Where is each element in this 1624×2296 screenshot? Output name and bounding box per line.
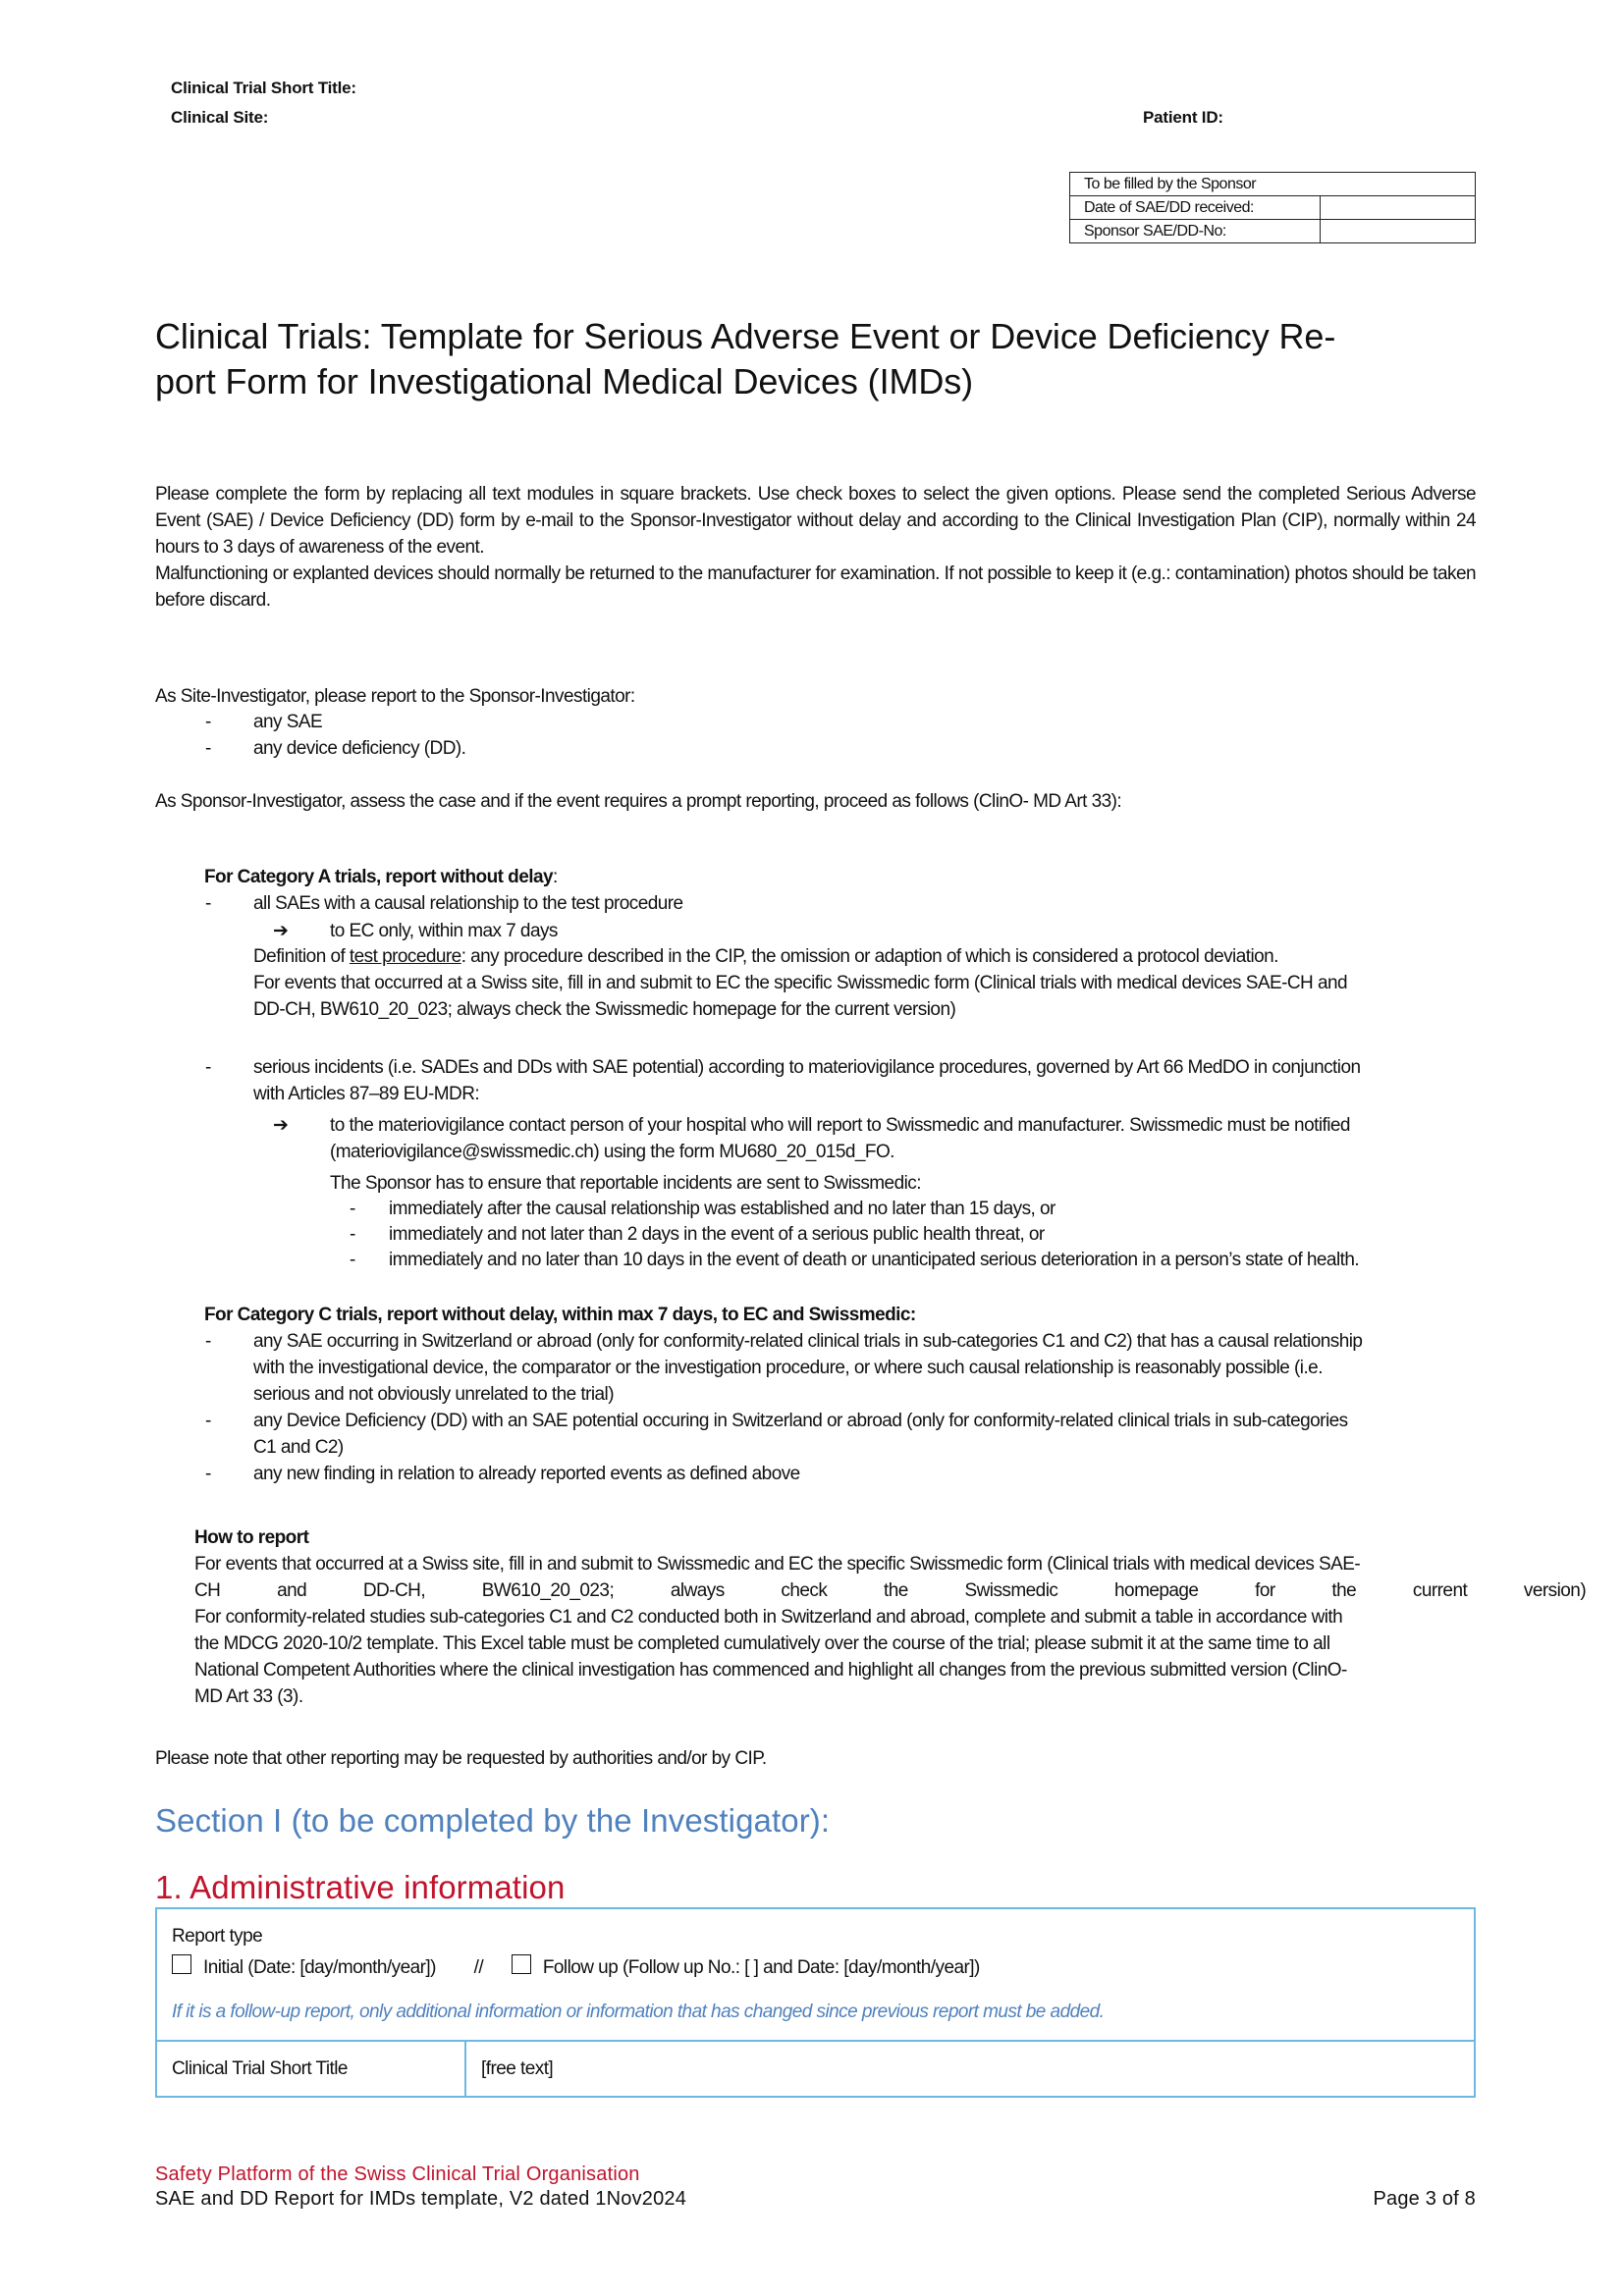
- bullet-dash: -: [205, 1464, 212, 1484]
- definition-term: test procedure: [349, 946, 461, 967]
- initial-checkbox[interactable]: [172, 1954, 191, 1974]
- followup-label: Follow up (Follow up No.: [ ] and Date: [day/month/year]): [542, 1957, 980, 1978]
- site-investigator-item-2: any device deficiency (DD).: [253, 738, 466, 759]
- definition-prefix: Definition of: [253, 946, 350, 967]
- bullet-dash: -: [350, 1224, 356, 1245]
- sponsor-date-received-field[interactable]: [1321, 196, 1476, 220]
- category-a-item-1: all SAEs with a causal relationship to the test procedure: [253, 893, 683, 914]
- short-title-label: Clinical Trial Short Title: [172, 2058, 348, 2079]
- category-a-heading-text: For Category A trials, report without delay: [204, 867, 553, 887]
- sponsor-box: [1069, 172, 1476, 243]
- category-c-item-1-line-3: serious and not obviously unrelated to the trial): [253, 1384, 615, 1405]
- category-a-swiss-line-2: DD-CH, BW610_20_023; always check the Swissmedic homepage for the current version): [253, 999, 956, 1020]
- header-clinical-site-label: Clinical Site:: [171, 108, 269, 127]
- administrative-information-table: [155, 1907, 1476, 2098]
- site-investigator-item-1: any SAE: [253, 712, 323, 732]
- category-c-item-1-line-1: any SAE occurring in Switzerland or abroad (only for conformity-related clinical trials in sub-categories C1 and C2) that has a causal relationship: [253, 1331, 1363, 1352]
- category-c-item-2-line-1: any Device Deficiency (DD) with an SAE potential occuring in Switzerland or abroad (only for conformity-related clinical trials in sub-categories: [253, 1411, 1348, 1431]
- report-type-options: [172, 1954, 1459, 1981]
- category-a-heading: [204, 864, 558, 890]
- intro-paragraph-1: Please complete the form by replacing all text modules in square brackets. Use check boxes to select the given options. Please send the completed Serious Adverse Event (SAE) / Device Deficiency (DD) form by e-mail to the Sponsor-Investigator without delay and according to the Clinical Investigation Plan (CIP), normally within 24 hours to 3 days of awareness of the event.: [155, 484, 1476, 558]
- other-reporting-note: Please note that other reporting may be requested by authorities and/or by CIP.: [155, 1748, 767, 1769]
- category-a-item-2-line-1: serious incidents (i.e. SADEs and DDs with SAE potential) according to materiovigilance procedures, governed by Art 66 MedDO in conjunction: [253, 1057, 1361, 1078]
- how-to-report-line-4: the MDCG 2020-10/2 template. This Excel table must be completed cumulatively over the course of the trial; please submit it at the same time to all: [194, 1633, 1330, 1654]
- footer-document-version: SAE and DD Report for IMDs template, V2 dated 1Nov2024: [155, 2188, 687, 2210]
- header-patient-id-label: Patient ID:: [1143, 108, 1223, 127]
- category-a-item-2-arrow-line-1: to the materiovigilance contact person of your hospital who will report to Swissmedic and manufacturer. Swissmedic must be notified: [330, 1115, 1350, 1136]
- category-c-item-1-line-2: with the investigational device, the comparator or the investigation procedure, or where such causal relationship is reasonably possible (i.e.: [253, 1358, 1323, 1378]
- intro-text: [155, 481, 1476, 614]
- followup-note: If it is a follow-up report, only additional information or information that has changed since previous report must be added.: [172, 2002, 1105, 2022]
- section-heading: Section I (to be completed by the Investigator):: [155, 1802, 831, 1839]
- arrow-right-icon: ➔: [273, 921, 289, 941]
- category-a-definition: [253, 943, 1278, 970]
- separator: //: [473, 1957, 484, 1978]
- category-c-item-2-line-2: C1 and C2): [253, 1437, 344, 1458]
- category-a-item-2-line-2: with Articles 87–89 EU-MDR:: [253, 1084, 480, 1104]
- category-a-heading-suffix: :: [553, 867, 558, 887]
- bullet-dash: -: [350, 1199, 356, 1219]
- definition-rest: : any procedure described in the CIP, the omission or adaption of which is considered a protocol deviation.: [460, 946, 1278, 967]
- sponsor-ensure-text: The Sponsor has to ensure that reportable incidents are sent to Swissmedic:: [330, 1173, 921, 1194]
- sponsor-sae-no-field[interactable]: [1321, 220, 1476, 243]
- timeline-item-3: immediately and no later than 10 days in the event of death or unanticipated serious deterioration in a person’s state of health.: [389, 1250, 1360, 1270]
- document-title-line-2: port Form for Investigational Medical Devices (IMDs): [155, 361, 974, 401]
- sponsor-sae-no-label: Sponsor SAE/DD-No:: [1070, 220, 1321, 243]
- how-to-report-line-2-text: CH and DD-CH, BW610_20_023; always check the Swissmedic homepage for the current version): [194, 1580, 1587, 1601]
- document-title-line-1: Clinical Trials: Template for Serious Adverse Event or Device Deficiency Re-: [155, 316, 1336, 356]
- intro-paragraph-2: Malfunctioning or explanted devices should normally be returned to the manufacturer for examination. If not possible to keep it (e.g.: contamination) photos should be taken before discard.: [155, 563, 1476, 611]
- how-to-report-line-6: MD Art 33 (3).: [194, 1686, 303, 1707]
- how-to-report-heading: How to report: [194, 1527, 309, 1548]
- timeline-item-1: immediately after the causal relationship was established and no later than 15 days, or: [389, 1199, 1056, 1219]
- footer-organisation: Safety Platform of the Swiss Clinical Trial Organisation: [155, 2163, 640, 2185]
- category-a-swiss-line-1: For events that occurred at a Swiss site, fill in and submit to EC the specific Swissmedic form (Clinical trials with medical devices SAE-CH and: [253, 973, 1348, 993]
- followup-checkbox[interactable]: [512, 1954, 531, 1974]
- short-title-value[interactable]: [free text]: [481, 2058, 554, 2079]
- category-c-item-3: any new finding in relation to already reported events as defined above: [253, 1464, 800, 1484]
- timeline-item-2: immediately and not later than 2 days in the event of a serious public health threat, or: [389, 1224, 1045, 1245]
- sponsor-date-received-label: Date of SAE/DD received:: [1070, 196, 1321, 220]
- initial-label: Initial (Date: [day/month/year]): [203, 1957, 436, 1978]
- administrative-information-heading: 1. Administrative information: [155, 1869, 566, 1905]
- bullet-dash: -: [205, 1411, 212, 1431]
- report-type-label: Report type: [172, 1926, 263, 1947]
- category-c-heading: For Category C trials, report without delay, within max 7 days, to EC and Swissmedic:: [204, 1305, 916, 1325]
- footer-page-number: Page 3 of 8: [1373, 2188, 1476, 2210]
- bullet-dash: -: [205, 738, 212, 759]
- bullet-dash: -: [205, 1331, 212, 1352]
- sponsor-investigator-lead: As Sponsor-Investigator, assess the case and if the event requires a prompt reporting, proceed as follows (ClinO- MD Art 33):: [155, 791, 1122, 812]
- short-title-value-cell[interactable]: [465, 2041, 1475, 2097]
- bullet-dash: -: [205, 712, 212, 732]
- document-title: [155, 314, 1476, 404]
- how-to-report-line-5: National Competent Authorities where the clinical investigation has commenced and highlight all changes from the previous submitted version (ClinO-: [194, 1660, 1347, 1681]
- report-type-cell: [156, 1908, 1475, 2041]
- category-a-item-1-arrow-text: to EC only, within max 7 days: [330, 921, 558, 941]
- header-trial-short-title-label: Clinical Trial Short Title:: [171, 79, 356, 97]
- how-to-report-line-1: For events that occurred at a Swiss site, fill in and submit to Swissmedic and EC the specific Swissmedic form (Clinical trials with medical devices SAE-: [194, 1554, 1361, 1575]
- category-a-item-2-arrow-line-2: (materiovigilance@swissmedic.ch) using the form MU680_20_015d_FO.: [330, 1142, 894, 1162]
- how-to-report-line-2: [194, 1577, 1587, 1604]
- bullet-dash: -: [350, 1250, 356, 1270]
- short-title-label-cell: [156, 2041, 465, 2097]
- arrow-right-icon: ➔: [273, 1115, 289, 1136]
- bullet-dash: -: [205, 893, 212, 914]
- how-to-report-line-3: For conformity-related studies sub-categories C1 and C2 conducted both in Switzerland and abroad, complete and submit a table in accordance with: [194, 1607, 1343, 1628]
- bullet-dash: -: [205, 1057, 212, 1078]
- site-investigator-lead: As Site-Investigator, please report to the Sponsor-Investigator:: [155, 686, 635, 707]
- sponsor-box-heading: To be filled by the Sponsor: [1070, 173, 1476, 196]
